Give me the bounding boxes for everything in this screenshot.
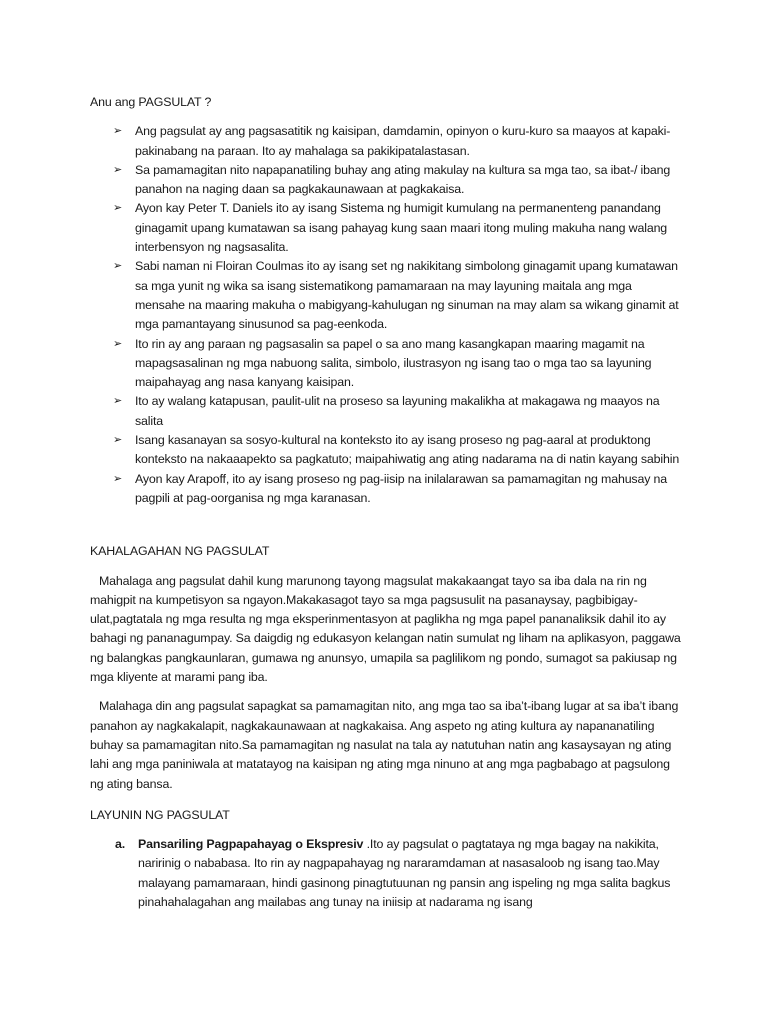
list-item-text: Ito ay walang katapusan, paulit-ulit na proseso sa layuning makalikha at makagawa ng maayos na salita [135,394,660,428]
list-item-text: Ito rin ay ang paraan ng pagsasalin sa papel o sa ano mang kasangkapan maaring magamit na mapagsasalinan ng mga nabuong salita, simbolo, ilustrasyon ng isang tao o mga tao sa layuning maipahayag ang nasa kanyang kaisipan. [135,336,652,390]
document-content [90,93,682,912]
list-marker: a. [115,837,126,852]
list-item-text: Ayon kay Peter T. Daniels ito ay isang Sistema ng humigit kumulang na permanenteng panandang ginagamit upang kumatawan sa isang pahayag kung saan maari itong muling makuha nang walang interbensyon ng nagsasalita. [135,201,668,255]
definition-list [90,122,682,508]
arrow-bullet-icon: ➢ [113,395,123,408]
list-item-text: Ayon kay Arapoff, ito ay isang proseso ng pag-iisip na inilalarawan sa pamamagitan ng mahusay na pagpili at pag-oorganisa ng mga karanasan. [135,471,668,505]
section-heading-kahalagahan: KAHALAGAHAN NG PAGSULAT [90,544,270,559]
list-item [90,161,682,200]
list-item [90,470,682,509]
title-keyword: PAGSULAT ? [138,95,212,109]
title-prefix: Anu ang [90,95,139,109]
section-heading-layunin: LAYUNIN NG PAGSULAT [90,807,230,822]
purpose-list [90,835,682,912]
arrow-bullet-icon: ➢ [113,125,123,138]
list-item [90,431,682,470]
list-item-text: Sa pamamagitan nito napapanatiling buhay ang ating makulay na kultura sa mga tao, sa ibat-/ ibang panahon na naging daan sa pagkakaunawaan at pagkakaisa. [135,162,671,197]
list-item-text: Ang pagsulat ay ang pagsasatitik ng kaisipan, damdamin, opinyon o kuru-kuro sa maayos at kapaki-pakinabang na paraan. Ito ay mahalaga sa pakikipatalastasan. [135,124,671,158]
page-title [90,93,682,112]
paragraph: Malahaga din ang pagsulat sapagkat sa pamamagitan nito, ang mga tao sa iba’t-ibang lugar at sa iba’t ibang panahon ay nagkakalapit, nagkakaunawaan at nagkakaisa. Ang aspeto ng ating kultura ay napananatiling buhay sa pamamagitan nito.Sa pamamagitan ng nasulat na tala ay natutuhan natin ang kasaysayan ng ating lahi ang mga paniniwala at matatayog na kaisipan ng ating mga ninuno at ang mga pagbabago at pagsulong ng ating bansa. [90,699,679,791]
purpose-description: .Ito ay pagsulat o pagtataya ng mga bagay na nakikita, naririnig o nababasa. Ito rin ay nagpapahayag ng nararamdaman at nasasaloob ng isang tao.May malayang pamamaraan, hindi gasinong pinagtutuunan ng pansin ang ispeling ng mga salita bagkus pinahahalagahan ang mailabas ang tunay na iniisip at nadarama ng isang [138,837,671,909]
list-item-text: Isang kasanayan sa sosyo-kultural na konteksto ito ay isang proseso ng pag-aaral at produktong konteksto na nakaaapekto sa pagkatuto; maipahiwatig ang ating nadarama na di natin kayang sabihin [135,433,680,467]
purpose-term: Pansariling Pagpapahayag o Ekspresiv [138,837,364,852]
paragraph: Mahalaga ang pagsulat dahil kung marunong tayong magsulat makakaangat tayo sa iba dala na rin ng mahigpit na kumpetisyon sa ngayon.Makakasagot tayo sa mga pagsusulit na pasanaysay, pagbibigay-ulat,pagtatala ng mga resulta ng mga eksperinmentasyon at paglikha ng mga papel pananaliksik dahil ito ay bahagi ng pananagumpay. Sa daigdig ng edukasyon kelangan natin sumulat ng liham na aplikasyon, paggawa ng balangkas pangkaunlaran, gumawa ng anunsyo, umapila sa paglilikom ng pondo, sumagot sa pakiusap ng mga kliyente at marami pang iba. [90,573,681,685]
arrow-bullet-icon: ➢ [113,472,123,485]
arrow-bullet-icon: ➢ [113,202,123,215]
list-item-text: Sabi naman ni Floiran Coulmas ito ay isang set ng nakikitang simbolong ginagamit upang kumatawan sa mga yunit ng wika sa isang sistematikong pamamaraan na may layuning maitala ang mga mensahe na maaring makuha o mabigyang-kahulugan ng sinuman na may alam sa wikang ginamit at mga pamantayang sinusunod sa pag-eenkoda. [135,259,679,332]
list-item [90,392,682,431]
list-item [90,835,682,912]
arrow-bullet-icon: ➢ [113,163,123,176]
list-item [90,199,682,257]
list-item [90,122,682,161]
list-item [90,335,682,393]
list-item [90,257,682,334]
arrow-bullet-icon: ➢ [113,260,123,273]
arrow-bullet-icon: ➢ [113,337,123,350]
arrow-bullet-icon: ➢ [113,434,123,447]
